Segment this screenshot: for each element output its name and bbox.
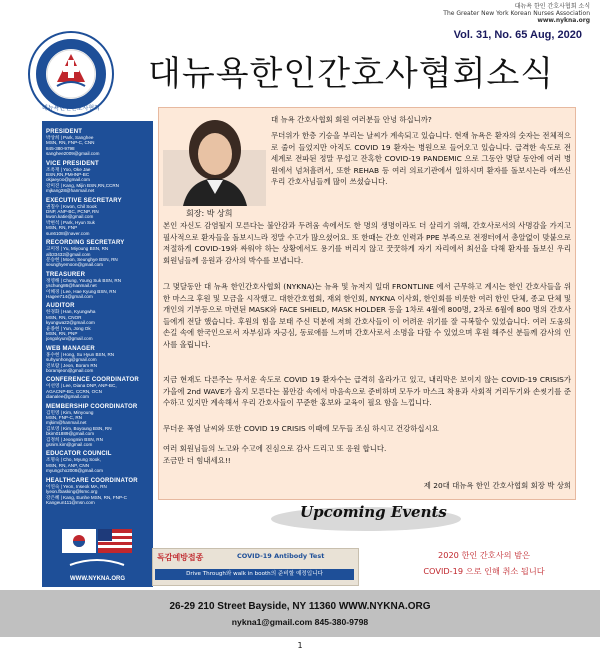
flyer-title: 독감예방접종 [157, 553, 204, 562]
logo-bottom-text: 대뉴욕한인간호사협회 [42, 105, 100, 112]
officers-sidebar [42, 121, 153, 587]
footer-address: 26-29 210 Street Bayside, NY 11360 WWW.NYKNA.ORG [169, 601, 431, 612]
sidebar-section-title: EDUCATOR COUNCIL [46, 451, 112, 458]
sidebar-officer-line: alb33432@gmail.com [46, 251, 91, 257]
letter-paragraph-5: 무더운 폭염 날씨와 또한 COVID 19 CRISIS 이때에 모두들 조심 하시고 건강하십시요 [163, 424, 439, 433]
sidebar-officer-line: 강은혜 | Kang, Eunhe MSN, RN, FNP-C [46, 494, 127, 500]
sidebar-section-title: EXECUTIVE SECRETARY [46, 197, 122, 204]
letter-paragraph-6: 여러 회원님들의 노고와 수고에 진심으로 감사 드리고 또 응원 합니다. [163, 444, 387, 453]
sidebar-officer-line: yschung86@hanmail.net [46, 283, 97, 289]
sidebar-officer-line: MSN, RN, FNP [46, 225, 78, 231]
sidebar-officer-line: MSN, RN, PNP [46, 330, 78, 336]
cancellation-notice [398, 547, 570, 587]
sidebar-section-title: PRESIDENT [46, 129, 83, 135]
flyer-subtitle: COVID-19 Antibody Test [237, 552, 325, 560]
sidebar-officer-line: 고미정 | Yu, Miyoung BSN, RN [46, 246, 109, 252]
sidebar-officer-line: suhyunhong@gmail.com [46, 357, 97, 363]
sidebar-officer-line: 김민영 | Kim, Minyoung [46, 409, 94, 415]
sidebar-section-title: TREASURER [46, 271, 86, 278]
sidebar-officer-line: bkim01889@gmail.com [46, 431, 95, 437]
letter-paragraph-2: 본인 자신도 감염될지 모른다는 불안감과 두려움 속에서도 한 명의 생명이라도 더 살리기 위해, 간호사로서의 사명감을 가지고 필사적으로 환자들을 돌보시느라 정말 수고가 많으셨어요. 또 한때는 간호 인력과 PPE 부족으로 전쟁터에서 총알없이 맞붙으로 저절하게 COVID-19와 싸워야 하는 상황에서도 용기를 버리지 않고 꿋꿋하게 자기 자리에서 최선을 다해 환자를 돌보신 우리 회원님들께 응원과 감사의 박수를 보냅니다. [163, 221, 571, 265]
letter-signature: 제 20대 대뉴욕 한인 간호사협회 회장 박 상희 [423, 481, 571, 490]
sidebar-officer-line: 박현석 | Park, Hyun Suk [46, 219, 95, 225]
org-name-korean: 대뉴욕 한인 간호사협회 소식 [514, 3, 590, 10]
sidebar-officer-line: 권칠수 | Kwon, Chil Sook [46, 203, 97, 209]
letter-paragraph-3: 그 몇달동안 대 뉴욕 한인간호사협회 (NYKNA)는 뉴욕 및 뉴저지 일대 FRONTLINE 에서 근무하고 계시는 한인 간호사들을 위한 마스크 후원 및 모금을 시작했고. 대한간호협회, 재외 한인회, NYKNA 이사회, 한인회를 비롯한 여러 한인 단체, 종교 단체 및 개인의 기부등으로 마련된 MASK와 FACE SHIELD, MASK HOLDER 등을 1차로 4월에 800명, 2차로 6월에 800 명의 간호사들에게 전달 했습니다. 후원의 힘을 보태 주신 덕분에 저희 간호사들이 이 어려운 위기를 잘 극복할수 있었습니다. 여러 도움의 손길 속에 한국인으로서 자부심과 자긍심, 동료애를 느끼며 간호사로서 소명을 다할 수 있었으며 후원 해주신 분들께 감사의 인사를 올립니다. [163, 282, 571, 349]
sidebar-section-title: RECORDING SECRETARY [46, 240, 125, 247]
page-number: 1 [297, 641, 303, 650]
sidebar-officer-line: 조옥재 | Yoo, Oke Jae [46, 166, 91, 172]
sidebar-officer-line: sanghee2009@gmail.com [46, 151, 100, 157]
sidebar-officer-line: Kangeun111@msn.com [46, 499, 95, 505]
sidebar-officer-line: MSN, RN, CNOR [46, 314, 82, 320]
sidebar-section-title: CONFERENCE COORDINATOR [46, 377, 139, 384]
sidebar-officer-line: 전보람 | Jeon, Boram RN [46, 362, 98, 368]
association-logo [27, 30, 115, 118]
sidebar-officer-line: kyungwa22@gmail.com [46, 320, 95, 326]
sidebar-url[interactable]: WWW.NYKNA.ORG [70, 576, 125, 582]
upcoming-events-heading: Upcoming Events [300, 503, 447, 521]
sidebar-officer-line: 문승현 | Moon, Seunghye BSN, RN [46, 256, 118, 262]
newsletter-title: 대뉴욕한인간호사협회소식 [148, 54, 555, 94]
sidebar-section-title: MEMBERSHIP COORDINATOR [46, 403, 138, 410]
sidebar-section-title: VICE PRESIDENT [46, 160, 99, 167]
sidebar-officer-line: Hagee714@gmail.com [46, 293, 93, 299]
cancel-line-1: 2020 한인 간호사의 밤은 [438, 550, 530, 560]
officers-list [46, 129, 149, 505]
sidebar-officer-line: 박상희 | Park, Sanghee [46, 135, 94, 140]
sidebar-officer-line: seunghyemoon@gmail.com [46, 262, 104, 268]
sidebar-officer-line: lyeon.fbasking@lsmc.org [46, 489, 98, 495]
letter-paragraph-4: 지금 현재도 다른주는 무서운 속도로 COVID 19 환자수는 급격히 올라가고 있고, 내리막은 보이지 않는 COVID-19 CRISIS가 가을에 2nd WAVE가 올지 모른다는 불안감 속에서 마음속으로 준비하며 모두가 마스크 착용과 사회적 거리두기와 손씻기를 준수하고 있지만 계속해서 우리 간호사들이 꾸준한 홍보와 교육이 필요 함을 느낍니다. [163, 375, 571, 408]
sidebar-officer-line: MSN, FNP-C, RN [46, 415, 82, 421]
org-url[interactable]: www.nykna.org [537, 17, 590, 24]
sidebar-officer-line: 김정희 | Jeongmin BSN, RN [46, 436, 103, 442]
sidebar-officer-line: 홍수현 | Hong, Su Hyun BSN, RN [46, 351, 115, 357]
letter-paragraph-1: 무더위가 한층 기승을 부리는 날씨가 계속되고 있습니다. 현재 뉴욕은 환자의 숫자는 전체적으로 줄어 들었지만 아직도 COVID 19 환자는 병원으로 들어오고 있습니다. 급격한 속도로 전 세계로 전파된 정말 무섭고 잔혹한 COVID-19 PANDEMIC 으로 그동안 몇달 동안에 여러 병원에서 넘쳐흘려서, 또한 REHAB 등 여러 의료기관에서 일하시며 환자를 돌보시는라 애쓰신 우리 간호사님들께 많이 쓰셨습니다. [271, 131, 571, 187]
portrait-caption: 회장: 박 상희 [186, 209, 233, 218]
sidebar-officer-line: DNP, ANP-BC, PCNP, RN [46, 209, 99, 215]
cancel-line-2: COVID-19 으로 인해 취소 됩니다 [423, 566, 545, 576]
footer-contact: nykna1@gmail.com 845-380-9798 [231, 617, 369, 627]
sidebar-officer-line: 이혜경 | Lee, Hae Kyung BSN, RN [46, 288, 116, 294]
sidebar-officer-line: 윤종현 | Yun, Jong Ok [46, 325, 91, 331]
footer-band [0, 590, 600, 637]
sidebar-officer-line: 강미진 | Kang, Mijin BSN,RN,CCRN [46, 182, 119, 188]
sidebar-officer-line: MSN, RN, FNP-C, CNN [46, 140, 95, 146]
volume-info: Vol. 31, No. 65 Aug, 2020 [453, 29, 582, 41]
sidebar-officer-line: mjkang28@hanmail.net [46, 188, 95, 194]
sidebar-officer-line: mjkim@hanmail.net [46, 420, 87, 426]
sidebar-officer-line: 이선영 | Lee, Diana DNP, ANP-BC, [46, 383, 117, 389]
org-name-english: The Greater New York Korean Nurses Association [443, 10, 590, 17]
flyer-info-line: Drive Through와 walk in booth의 준비할 예정입니다 [155, 569, 354, 580]
sidebar-officer-line: 조명숙 | Cho, Myung Sook, [46, 457, 101, 463]
letter-closing: 조금만 더 힘내세요!! [163, 456, 231, 465]
sidebar-section-title: WEB MANAGER [46, 345, 95, 352]
sidebar-officer-line: 845-380-9798 [46, 145, 75, 151]
sidebar-officer-line: 김보영 | Kim, Boyoung BSN, RN [46, 425, 112, 431]
sidebar-officer-line: okjaeyoo@gmail.com [46, 177, 90, 183]
flags-icon [60, 525, 134, 571]
letter-greeting: 대 뉴욕 간호사협회 회원 여러분들 안녕 하십니까? [271, 115, 432, 124]
sidebar-officer-line: dianalee@gmail.com [46, 394, 89, 400]
sidebar-officer-line: BSN,RN,PMHNP-BC [46, 172, 90, 178]
sidebar-officer-line: AGACNP-BC, CCRN, OCN [46, 388, 102, 394]
sidebar-officer-line: gsnim.kim@gmail.com [46, 442, 93, 448]
sidebar-officer-line: jongokyun@gmail.com [46, 336, 93, 342]
sidebar-officer-line: myungcho2008@gmail.com [46, 468, 104, 474]
sidebar-officer-line: 이연숙 | Yeon, Inseok MA, RN [46, 483, 107, 489]
flu-shot-flyer [152, 548, 359, 586]
sidebar-officer-line: sun6108@naver.com [46, 230, 90, 236]
president-portrait [163, 110, 266, 206]
sidebar-officer-line: 정영해 | Chung, Young Suk BSN, RN [46, 277, 122, 283]
sidebar-officer-line: boramjeon@gmail.com [46, 368, 94, 373]
sidebar-section-title: AUDITOR [46, 303, 75, 310]
masthead-header [443, 3, 590, 24]
sidebar-section-title: HEALTHCARE COORDINATOR [46, 477, 138, 484]
sidebar-officer-line: kwon.katie@gmail.com [46, 214, 94, 220]
sidebar-officer-line: MSN, RN, ANP, CNN [46, 462, 90, 468]
sidebar-officer-line: 한경화 | Han, Kyungwha [46, 309, 96, 315]
